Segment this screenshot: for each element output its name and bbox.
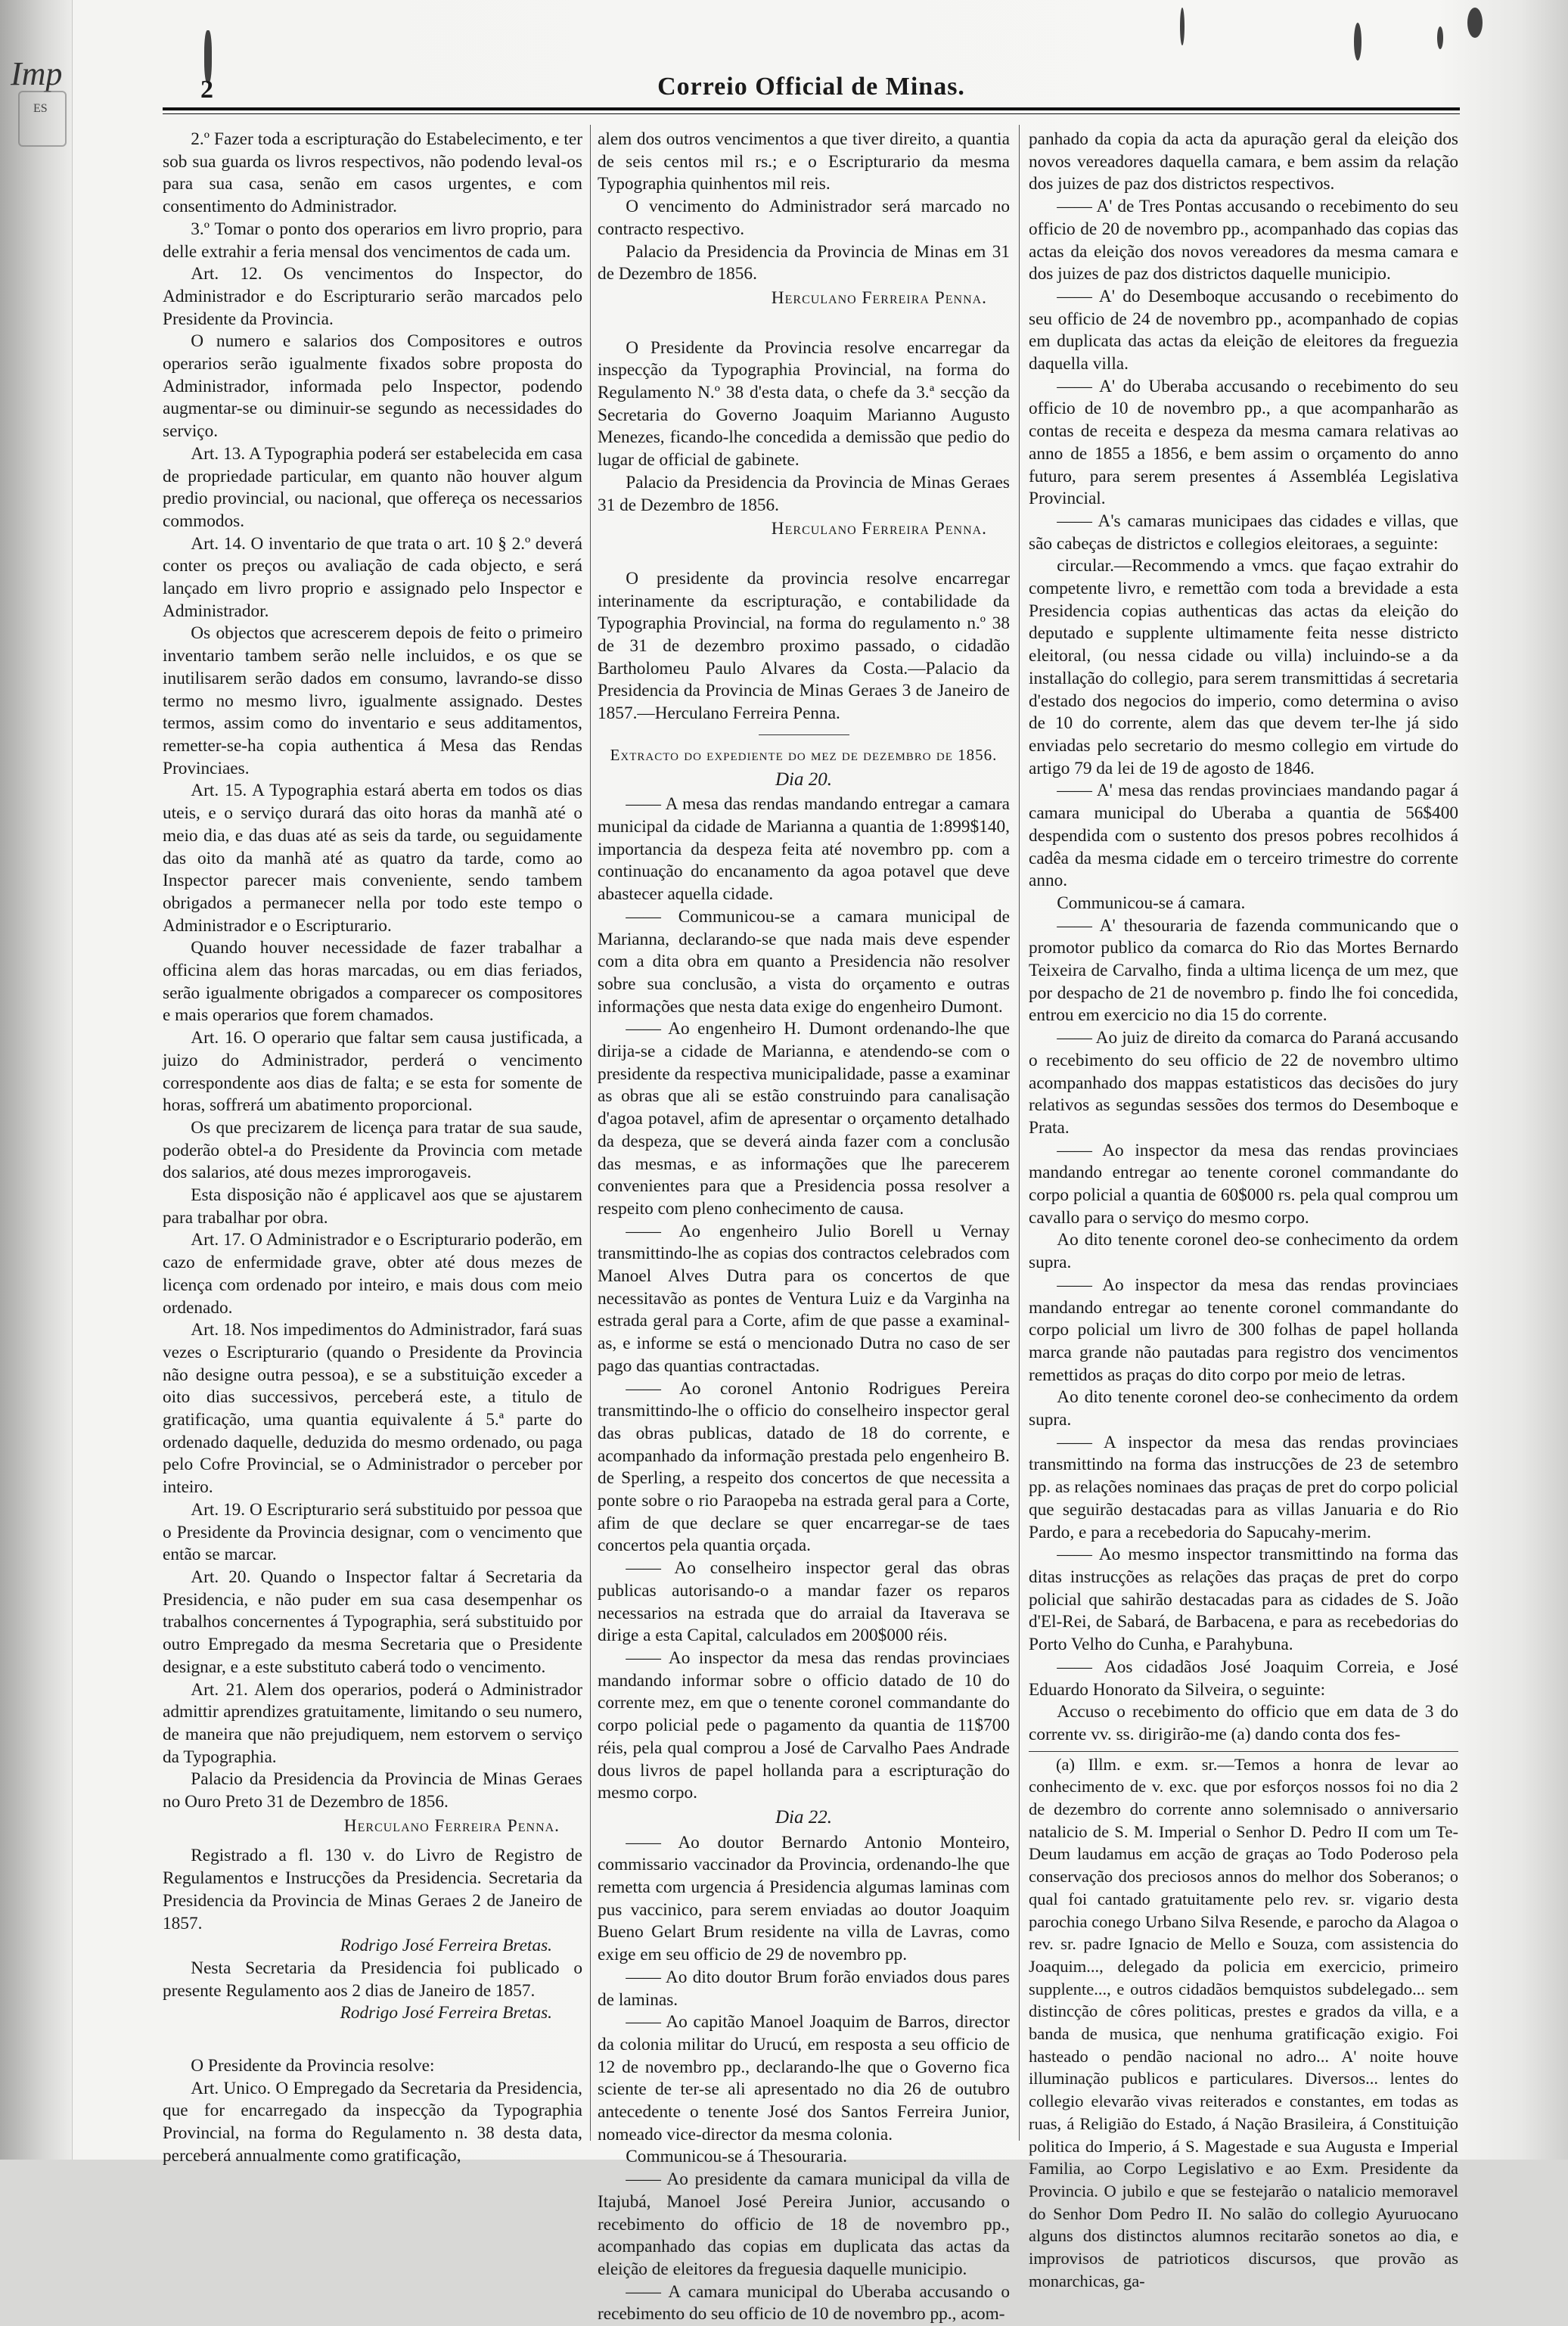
paragraph: Palacio da Presidencia da Provincia de Minas em 31 de Dezembro de 1856. — [598, 241, 1010, 284]
dispatch-item: —— A' do Uberaba accusando o recebimento do seu officio de 10 de novembro pp., a que acompanharão as contas de receita e despeza da mesma camara relativas ao anno de 1855 a 1856, e bem assim o orçamento do anno futuro, para serem presentes á Assembléa Legislativa Provincial. — [1029, 376, 1458, 509]
edge-ornament — [18, 91, 67, 147]
dispatch-item: —— Ao engenheiro H. Dumont ordenando-lhe que dirija-se a cidade de Marianna, e atendendo-se com o presidente da respectiva municipalidade, passe a examinar as obras que ali se estão construindo para canalisação d'agoa potavel, afim de apresentar o orçamento detalhado da despeza, que se deverá ainda fazer com a conclusão das mesmas, e as informações que lhe parecerem convenientes para que a Presidencia possa resolver a respeito com pleno conhecimento de causa. — [598, 1019, 1010, 1219]
dispatch-item: —— A' de Tres Pontas accusando o recebimento do seu officio de 20 de novembro pp., acompanhado das copias das actas da eleição dos novos vereadores da mesma camara e dos juizes de paz dos districtos daquelle municipio. — [1029, 197, 1458, 284]
edge-fragment-2: ES — [33, 102, 48, 115]
paragraph: 2.º Fazer toda a escripturação do Estabelecimento, e ter sob sua guarda os livros respectivos, não podendo leval-os para sua casa, senão em casos urgentes, e com consentimento do Administrador. — [163, 129, 582, 217]
column-3 — [1029, 129, 1458, 2290]
dispatch-item: —— Ao conselheiro inspector geral das obras publicas autorisando-o a mandar fazer os reparos necessarios na estrada que do arraial da Itaverava se dirige a esta Capital, calculados em 200$000 réis. — [598, 1558, 1010, 1646]
dispatch-item: panhado da copia da acta da apuração geral da eleição dos novos vereadores daquella camara, e bem assim da relação dos juizes de paz dos districtos respectivos. — [1029, 129, 1458, 194]
column-2 — [598, 129, 1010, 2324]
dispatch-item: —— Ao mesmo inspector transmittindo na forma das ditas instrucções as relações das praças de pret do corpo policial que sahirão destacadas para as cidades de S. João d'El-Rei, de Sabará, de Barbacena, e para as recebedorias do Porto Velho do Cunha, e Parahybuna. — [1029, 1545, 1458, 1655]
section-headline: Extracto do expediente do mez de dezembro de 1856. — [610, 745, 998, 764]
dispatch-item: —— Ao dito doutor Brum forão enviados dous pares de laminas. — [598, 1967, 1010, 2010]
dispatch-item: —— Ao capitão Manoel Joaquim de Barros, director da colonia militar do Urucú, em resposta a seu officio de 12 de novembro pp., declarando-lhe que o Governo fica sciente de ter-se ali apresentado no dia 26 de outubro antecedente o tenente José dos Santos Ferreira Junior, nomeado vice-director da mesma colonia. — [598, 2012, 1010, 2144]
header-rule-thick — [163, 107, 1460, 110]
paragraph: Art. 19. O Escripturario será substituido por pessoa que o Presidente da Provincia designar, com o vencimento que então se marcar. — [163, 1499, 582, 1565]
paragraph: Art. 18. Nos impedimentos do Administrador, fará suas vezes o Escripturario (quando o Presidente da Provincia não designe outra pessoa), e se a substituição exceder a oito dias successivos, perceberá este, a titulo de gratificação, uma quantia equivalente á 5.ª parte do ordenado daquelle, deduzida do mesmo ordenado, ou paga pelo Cofre Provincial, se o Administrador o perceber por inteiro. — [163, 1320, 582, 1498]
column-1 — [163, 129, 582, 2166]
dispatch-item: —— A' thesouraria de fazenda communicando que o promotor publico da comarca do Rio das Mortes Bernardo Teixeira de Carvalho, finda a ultima licença de um mez, que por despacho de 21 de novembro p. findo lhe foi concedida, entrou em exercicio no dia 15 do corrente. — [1029, 915, 1458, 1026]
dispatch-item: —— Ao inspector da mesa das rendas provinciaes mandando informar sobre o officio datado de 10 do corrente mez, em que o tenente coronel commandante do corpo policial pede o pagamento da quantia de 11$700 réis, pela qual comprou a José de Carvalho Paes Andrade dous livros de papel hollanda para a escripturação do mesmo corpo. — [598, 1648, 1010, 1803]
ink-blot — [1467, 8, 1483, 38]
signature: Herculano Ferreira Penna. — [771, 519, 987, 539]
circular: circular.—Recommendo a vmcs. que façao extrahir do competente livro, e remettão com toda a brevidade a esta Presidencia copias authenticas das actas da eleição do deputado e supplente ultimamente feita nesse districto eleitoral, (ou nessa cidade ou villa) incluindo-se a da installação do collegio, para serem transmittidas á secretaria d'estado dos negocios do imperio, como determina o aviso de 10 do corrente, alem das que devem ter-lhe já sido enviadas pelo secretario do mesmo collegio em virtude do artigo 79 da lei de 19 de agosto de 1846. — [1029, 556, 1458, 778]
column-divider — [1019, 125, 1020, 2141]
dispatch-item: —— Ao juiz de direito da comarca do Paraná accusando o recebimento do seu officio de 22 de novembro ultimo acompanhado dos mappas estatisticos das decisões do jury relativos as segundas sessões dos termos do Desemboque e Prata. — [1029, 1028, 1458, 1138]
paragraph: Art. 16. O operario que faltar sem causa justificada, a juizo do Administrador, perderá o vencimento correspondente aos dias de falta; e se esta for somente de horas, soffrerá um abatimento proporcional. — [163, 1028, 582, 1116]
dispatch-item: —— Ao inspector da mesa das rendas provinciaes mandando entregar ao tenente coronel commandante do corpo policial um livro de 300 folhas de papel hollanda marca grande não pautadas para registro dos vencimentos remettidos as praças do dito corpo por meio de letras. — [1029, 1275, 1458, 1385]
dispatch-item: Communicou-se á Thesouraria. — [626, 2147, 847, 2167]
dispatch-item: Accuso o recebimento do officio que em data de 3 do corrente vv. ss. dirigirão-me (a) dando conta dos fes- — [1029, 1702, 1458, 1744]
ink-blot — [1180, 8, 1185, 45]
paragraph: O vencimento do Administrador será marcado no contracto respectivo. — [598, 197, 1010, 239]
paragraph: O presidente da provincia resolve encarregar interinamente da escripturação, e contabilidade da Typographia Provincial, na forma do regulamento n.º 38 de 31 de dezembro proximo passado, o cidadão Bartholomeu Paulo Alvares da Costa.—Palacio da Presidencia da Provincia de Minas Geraes 3 de Janeiro de 1857.—Herculano Ferreira Penna. — [598, 568, 1010, 724]
page-number: 2 — [200, 76, 213, 104]
paragraph: Palacio da Presidencia da Provincia de Minas Geraes 31 de Dezembro de 1856. — [598, 472, 1010, 515]
registration-note: Registrado a fl. 130 v. do Livro de Registro de Regulamentos e Instrucções da Presidencia. Secretaria da Presidencia da Provincia de Minas Geraes 2 de Janeiro de 1857. — [163, 1846, 582, 1933]
paragraph: Art. Unico. O Empregado da Secretaria da Presidencia, que for encarregado da inspecção da Typographia Provincial, na forma do Regulamento n. 38 desta data, perceberá annualmente como gratificação, — [163, 2078, 582, 2166]
signature: Herculano Ferreira Penna. — [771, 287, 987, 308]
paragraph: O numero e salarios dos Compositores e outros operarios serão igualmente fixados sobre proposta do Administrador, informada pelo Inspector, podendo augmentar-se ou diminuir-se segundo as necessidades do serviço. — [163, 331, 582, 442]
dispatch-item: —— Ao engenheiro Julio Borell u Vernay transmittindo-lhe as copias dos contractos celebrados com Manoel Alves Dutra para os concertos de que necessitavão as pontes de Ventura Luiz e da Varginha na estrada geral para a Corte, afim de que passe a examinal-as, e informe se está o mencionado Dutra no caso de ser pago das quantias contractadas. — [598, 1221, 1010, 1376]
paragraph: Os objectos que acrescerem depois de feito o primeiro inventario tambem serão nelle incluidos, e os que se inutilisarem serão dados em consumo, lavrando-se disso termo no mesmo livro, igualmente assignado. Destes termos, assim como do inventario e seus additamentos, remetter-se-ha copia authentica á Mesa das Rendas Provinciaes. — [163, 623, 582, 778]
dispatch-item: —— A mesa das rendas mandando entregar a camara municipal da cidade de Marianna a quantia de 1:899$140, importancia da despeza feita até novembro pp. com a continuação do encanamento da agoa potavel que deve abastecer aquella cidade. — [598, 794, 1010, 905]
dispatch-item: —— A's camaras municipaes das cidades e villas, que são cabeças de districtos e collegios eleitoraes, a seguinte: — [1029, 511, 1458, 554]
dispatch-item: —— Communicou-se a camara municipal de Marianna, declarando-se que nada mais deve espender com a dita obra em quanto a Presidencia não resolver sobre sua conclusão, a vista do orçamento e outras informações que nesta data exige do engenheiro Dumont. — [598, 906, 1010, 1017]
ink-blot — [1437, 26, 1443, 49]
day-heading: Dia 20. — [775, 769, 832, 790]
section-divider — [759, 734, 849, 735]
paragraph: Art. 21. Alem dos operarios, poderá o Administrador admittir aprendizes gratuitamente, limitando o seu numero, de maneira que não prejudiquem, nem estorvem o serviço da Typographia. — [163, 1679, 582, 1767]
paragraph: Os que precizarem de licença para tratar de sua saude, poderão obtel-a do Presidente da Provincia com metade dos salarios, até dous mezes improrogaveis. — [163, 1117, 582, 1183]
page-header — [163, 70, 1460, 104]
paragraph: O Presidente da Provincia resolve encarregar da inspecção da Typographia Provincial, na forma do Regulamento N.º 38 d'esta data, o chefe da 3.ª secção da Secretaria do Governo Joaquim Marianno Augusto Menezes, ficando-lhe concedida a demissão que pedio do lugar de official de gabinete. — [598, 337, 1010, 470]
dispatch-item: Ao dito tenente coronel deo-se conhecimento da ordem supra. — [1029, 1387, 1458, 1430]
column-divider — [590, 125, 591, 2141]
paragraph: Esta disposição não é applicavel aos que se ajustarem para trabalhar por obra. — [163, 1185, 582, 1228]
paragraph: Quando houver necessidade de fazer trabalhar a officina alem das horas marcadas, ou em dias feriados, serão igualmente obrigados a comparecer os compositores e mais operarios que forem chamados. — [163, 938, 582, 1026]
paragraph: 3.º Tomar o ponto dos operarios em livro proprio, para delle extrahir a feria mensal dos vencimentos de cada um. — [163, 219, 582, 262]
dispatch-item: —— A camara municipal do Uberaba accusando o recebimento do seu officio de 10 de novembro pp., acom- — [598, 2281, 1010, 2324]
edge-fragment: Imp — [11, 55, 63, 92]
header-rule-thin — [163, 113, 1460, 114]
paragraph: Art. 15. A Typographia estará aberta em todos os dias uteis, e o serviço durará das oito horas da manhã até o meio dia, e das duas até as seis da tarde, ou seguidamente das oito da manhã até as quatro da tarde, como ao Inspector parecer mais conveniente, sendo tambem obrigados a permanecer nella por todo este tempo o Administrador e o Escripturario. — [163, 781, 582, 936]
paragraph: Art. 13. A Typographia poderá ser estabelecida em casa de propriedade particular, em quanto não houver algum predio provincial, ou nacional, que offereça os necessarios commodos. — [163, 443, 582, 531]
footnote-letter — [1029, 1751, 1458, 2293]
dispatch-item: —— A inspector da mesa das rendas provinciaes transmittindo na forma das instrucções de 23 de setembro pp. as relações nominaes das praças de pret do corpo policial que seguirão destacadas para as villas Januaria e do Rio Pardo, e para a recebedoria do Sapucahy-merim. — [1029, 1432, 1458, 1542]
footnote-text: (a) Illm. e exm. sr.—Temos a honra de levar ao conhecimento de v. exc. que por esforços nossos foi no dia 2 de dezembro do corrente anno solemnisado o anniversario natalicio de S. M. Imperial o Senhor D. Pedro II com um Te-Deum laudamus em acção de graças ao Todo Poderoso pela conservação dos preciosos annos do melhor dos Soberanos; o qual foi cantado gratuitamente pelo rev. sr. vigario desta parochia conego Urbano Silva Resende, e parocho da Alagoa o rev. sr. padre Ignacio de Mello e Souza, com assistencia do Joaquim..., delegado da policia em exercicio, primeiro supplente..., e outros cidadãos bemquistos subdelegado... sem distincção de côres politicas, prestes e grados da villa, e a banda de musica, que nenhuma gratificação exigio. Foi hasteado o pendão nacional no adro... A' noite houve illuminação publicos e particulares. Diversos... lentes do collegio elevarão vivas reiterados e constantes, em todas as ruas, á Religião do Estado, á Nação Brasileira, á Constituição politica do Imperio, á S. Magestade e sua Augusta e Imperial Familia, ao Corpo Legislativo e ao Exm. Presidente da Provincia. O jubilo e que se festejarão o natalicio memoravel do Senhor Dom Pedro II. No salão do collegio Ayuruocano alguns dos distinctos alumnos recitarão sonetos ao dia, e improvisos de patrioticos discursos, que provão as monarchicas, ga- — [1029, 1754, 1458, 2290]
ink-blot — [1354, 23, 1362, 61]
dispatch-item: —— Ao doutor Bernardo Antonio Monteiro, commissario vaccinador da Provincia, ordenando-lhe que remetta com urgencia á Presidencia algumas laminas com pus vaccinico, para serem enviadas ao doutor Joaquim Bueno Gelart Brum residente na villa de Lavras, como exige em seu officio de 29 de novembro pp. — [598, 1832, 1010, 1965]
dispatch-item: —— A' mesa das rendas provinciaes mandando pagar á camara municipal do Uberaba a quantia de 56$400 despendida com o sustento dos presos pobres recolhidos á cadêa da mesma cidade em o terceiro trimestre do corrente anno. — [1029, 781, 1458, 891]
dispatch-item: —— Ao presidente da camara municipal da villa de Itajubá, Manoel José Pereira Junior, accusando o recebimento do officio de 18 de novembro pp., acompanhado das copias em duplicata das actas da eleição de eleitores da freguesia daquelle municipio. — [598, 2169, 1010, 2279]
paragraph: Art. 12. Os vencimentos do Inspector, do Administrador e do Escripturario serão marcados pelo Presidente da Provincia. — [163, 264, 582, 329]
paragraph: Art. 14. O inventario de que trata o art. 10 § 2.º deverá conter os preços ou avaliação de cada objecto, e será lançado em livro proprio e assignado pelo Inspector e Administrador. — [163, 533, 582, 621]
paragraph: alem dos outros vencimentos a que tiver direito, a quantia de seis centos mil rs.; e o Escripturario da mesma Typographia quinhentos mil reis. — [598, 129, 1010, 194]
masthead-title: Correio Official de Minas. — [657, 73, 965, 101]
day-heading: Dia 22. — [775, 1806, 832, 1828]
dispatch-item: —— Ao inspector da mesa das rendas provinciaes mandando entregar ao tenente coronel commandante do corpo policial a quantia de 60$000 rs. pela qual comprou um cavallo para o serviço do mesmo corpo. — [1029, 1140, 1458, 1228]
dispatch-item: —— Aos cidadãos José Joaquim Correia, e José Eduardo Honorato da Silveira, o seguinte: — [1029, 1657, 1458, 1700]
signature: Rodrigo José Ferreira Bretas. — [340, 1936, 552, 1956]
resolution-heading: O Presidente da Provincia resolve: — [191, 2056, 435, 2076]
paragraph: Palacio da Presidencia da Provincia de Minas Geraes no Ouro Preto 31 de Dezembro de 1856. — [163, 1769, 582, 1812]
dispatch-item: Communicou-se á camara. — [1057, 893, 1246, 913]
paragraph: Art. 20. Quando o Inspector faltar á Secretaria da Presidencia, e não puder em sua casa desempenhar os trabalhos concernentes á Typographia, será substituido por outro Empregado da mesma Secretaria que o Presidente designar, e a este substituto caberá todo o vencimento. — [163, 1567, 582, 1677]
paragraph: Art. 17. O Administrador e o Escripturario poderão, em cazo de enfermidade grave, obter até dous mezes de licença com ordenado por inteiro, e mais dous com meio ordenado. — [163, 1230, 582, 1318]
adjacent-page-edge — [0, 0, 73, 2160]
dispatch-item: Ao dito tenente coronel deo-se conhecimento da ordem supra. — [1029, 1230, 1458, 1273]
signature: Rodrigo José Ferreira Bretas. — [340, 2003, 552, 2023]
signature: Herculano Ferreira Penna. — [343, 1815, 560, 1836]
dispatch-item: —— Ao coronel Antonio Rodrigues Pereira transmittindo-lhe o officio do conselheiro inspector geral das obras publicas, datado de 18 do corrente, e acompanhado da informação prestada pelo engenheiro B. de Sperling, a respeito dos concertos de que necessita a ponte sobre o rio Paraopeba na estrada geral para a Corte, afim de que declare se quer encarregar-se de taes concertos pela quantia orçada. — [598, 1378, 1010, 1556]
publication-note: Nesta Secretaria da Presidencia foi publicado o presente Regulamento aos 2 dias de Janeiro de 1857. — [163, 1958, 582, 2001]
dispatch-item: —— A' do Desemboque accusando o recebimento do seu officio de 24 de novembro pp., acompanhado de copias em duplicata das actas da eleição de eleitores da freguezia daquella villa. — [1029, 286, 1458, 374]
